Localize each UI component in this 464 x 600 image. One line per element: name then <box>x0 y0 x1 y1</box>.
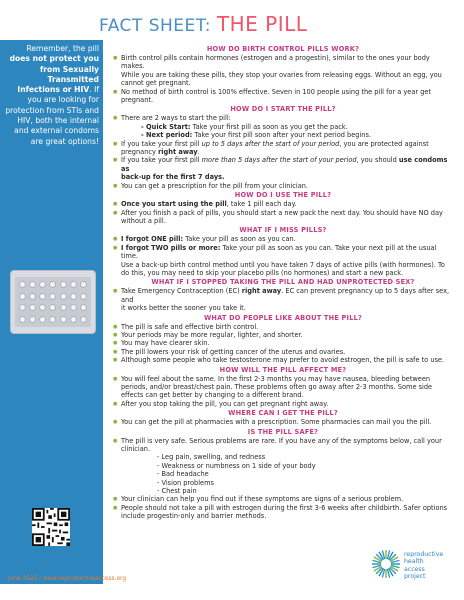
bullet-item: ● You may have clearer skin. <box>113 339 453 347</box>
pill-dot <box>49 316 56 323</box>
symptom-item: - Chest pain <box>157 487 197 496</box>
bullet-item: ● There are 2 ways to start the pill: <box>113 114 453 122</box>
bullet-item: ● No method of birth control is 100% effective. Seven in 100 people using the pill for a year get <box>113 88 453 96</box>
section-how-affect <box>113 365 453 409</box>
section-heading: IS THE PILL SAFE? <box>247 427 319 436</box>
section-heading: WHERE CAN I GET THE PILL? <box>228 409 338 418</box>
bullet-continuation: periods, and/or breast/chest pain. These problems often go away after 2-3 months. Some side <box>121 383 433 391</box>
main-content <box>113 44 453 521</box>
bullet-item: ● After you stop taking the pill, you can get pregnant right away. <box>113 400 453 408</box>
bullet-item: ● You will feel about the same. In the first 2-3 months you may have nausea, bleeding between <box>113 375 453 383</box>
pill-dot <box>39 293 46 300</box>
bullet-item: ● You can get a prescription for the pill from your clinician. <box>113 182 453 190</box>
section-miss-pills <box>113 225 453 277</box>
page-title <box>99 12 307 36</box>
section-where-get <box>113 408 453 426</box>
bullet-item: ● The pill lowers your risk of getting cancer of the uterus and ovaries. <box>113 348 453 356</box>
bullet-continuation: cannot get pregnant. <box>121 79 191 88</box>
sidebar-message <box>4 44 99 147</box>
section-heading: WHAT IF I STOPPED TAKING THE PILL AND HAD UNPROTECTED SEX? <box>151 278 415 287</box>
pill-dot <box>49 304 56 311</box>
sidebar-message-part1: Remember, the pill <box>26 44 99 53</box>
pill-dot <box>19 281 26 288</box>
symptom-item: - Weakness or numbness on 1 side of your body <box>157 461 316 470</box>
rhap-logo-icon <box>370 548 402 580</box>
bullet-continuation: pregnancy right away. <box>121 148 200 157</box>
bullet-item: ● Your clinician can help you find out if these symptoms are signs of a serious problem. <box>113 495 453 503</box>
section-heading: WHAT DO PEOPLE LIKE ABOUT THE PILL? <box>203 313 363 322</box>
pill-dot <box>39 304 46 311</box>
pill-dot <box>49 281 56 288</box>
section-start-pill <box>113 104 453 190</box>
bullet-item: ● The pill is safe and effective birth control. <box>113 323 453 331</box>
bullet-continuation: include progestin-only and barrier methods. <box>121 512 267 521</box>
pill-dot <box>70 293 77 300</box>
sidebar-message-emphasis: does not protect you from Sexually Transmitted Infections or HIV <box>9 54 99 95</box>
section-heading: HOW WILL THE PILL AFFECT ME? <box>219 365 347 374</box>
bullet-continuation: back-up for the first 7 days. <box>121 173 225 182</box>
bullet-item: ● Take Emergency Contraception (EC) right away. EC can prevent pregnancy up to 5 days after sex, and <box>113 287 453 304</box>
section-is-safe <box>113 427 453 521</box>
section-heading: HOW DO BIRTH CONTROL PILLS WORK? <box>206 45 360 53</box>
pill-dot <box>80 316 87 323</box>
section-what-people-like <box>113 313 453 365</box>
pill-dot <box>60 316 67 323</box>
symptom-item: - Bad headache <box>157 470 209 479</box>
bullet-item: ● If you take your first pill up to 5 days after the start of your period, you are protected against <box>113 140 453 148</box>
bullet-continuation: it works better the sooner you take it. <box>121 304 246 313</box>
bullet-item: ● I forgot ONE pill: Take your pill as soon as you can. <box>113 235 453 243</box>
bullet-item: ● People should not take a pill with estrogen during the first 3-6 weeks after childbirth. Safer options <box>113 504 453 512</box>
pill-dot <box>39 281 46 288</box>
pill-dot <box>19 304 26 311</box>
bullet-item: ● If you take your first pill more than 5 days after the start of your period, you should use condoms as <box>113 156 453 173</box>
bullet-continuation: effects can get better by changing to a different brand. <box>121 391 304 400</box>
pill-dot <box>19 293 26 300</box>
bullet-item: ● The pill is very safe. Serious problems are rare. If you have any of the symptoms below, call your <box>113 437 453 445</box>
pill-dot <box>80 281 87 288</box>
pill-dot <box>80 304 87 311</box>
bullet-item: ● Your periods may be more regular, lighter, and shorter. <box>113 331 453 339</box>
section-use-pill <box>113 190 453 225</box>
bullet-item: ● Once you start using the pill, take 1 pill each day. <box>113 200 453 208</box>
section-heading: HOW DO I USE THE PILL? <box>234 191 332 200</box>
bullet-continuation: do this, you may need to skip your placebo pills (no hormones) and start a new pack. <box>121 268 404 277</box>
pill-dot <box>29 316 36 323</box>
section-heading: HOW DO I START THE PILL? <box>230 105 336 114</box>
bullet-item: ● I forgot TWO pills or more: Take your pill as soon as you can. Take your next pill at the usual time. <box>113 244 453 261</box>
pill-dot <box>80 293 87 300</box>
pill-dot <box>49 293 56 300</box>
pill-dot <box>29 281 36 288</box>
pill-dot <box>70 304 77 311</box>
sidebar-message-part2: . If you are looking for protection from STIs and HIV, both the internal and external condoms are great options! <box>5 85 99 146</box>
rhap-logo <box>370 548 460 592</box>
title-main: THE PILL <box>216 12 308 36</box>
symptom-item: - Vision problems <box>157 478 214 487</box>
footer-date-website[interactable]: June 2025 | www.reproductiveaccess.org <box>8 576 127 582</box>
title-prefix: FACT SHEET: <box>99 16 212 36</box>
pill-dot <box>29 293 36 300</box>
pill-dot <box>70 281 77 288</box>
bullet-item: ● You can get the pill at pharmacies with a prescription. Some pharmacies can mail you the pill. <box>113 418 453 426</box>
pill-pack-pills <box>18 280 88 324</box>
bullet-continuation: without a pill. <box>121 216 166 225</box>
sidebar <box>0 40 103 584</box>
section-unprotected-sex <box>113 277 453 312</box>
bullet-continuation: clinician. <box>121 445 151 454</box>
bullet-continuation: Use a back-up birth control method until you have taken 7 days of active pills (with hormones). To <box>121 260 445 269</box>
pill-dot <box>60 293 67 300</box>
pill-dot <box>29 304 36 311</box>
section-heading: WHAT IF I MISS PILLS? <box>239 226 327 235</box>
pill-pack-tray <box>15 277 91 327</box>
bullet-item: ● Although some people who take testosterone may prefer to avoid estrogen, the pill is safe to use. <box>113 356 453 364</box>
symptom-item: - Leg pain, swelling, and redness <box>157 453 266 462</box>
sub-item-next-period: - Next period: Take your first pill soon after your next period begins. <box>141 131 371 140</box>
rhap-logo-text: reproductive health access project <box>404 551 444 581</box>
pill-pack-image <box>10 270 96 334</box>
pill-dot <box>19 316 26 323</box>
pill-dot <box>60 281 67 288</box>
sub-item-quick-start: - Quick Start: Take your first pill as soon as you get the pack. <box>141 122 348 131</box>
bullet-item: ● Birth control pills contain hormones (estrogen and a progestin), similar to the ones your body makes. <box>113 54 453 71</box>
pill-dot <box>60 304 67 311</box>
bullet-continuation: pregnant. <box>121 96 154 105</box>
qr-code-graphic <box>32 508 70 546</box>
bullet-item: ● After you finish a pack of pills, you should start a new pack the next day. You should have NO day <box>113 209 453 217</box>
qr-code[interactable] <box>32 508 70 546</box>
bullet-continuation: While you are taking these pills, they stop your ovaries from releasing eggs. Without an egg, you <box>121 70 442 79</box>
section-how-pills-work <box>113 44 453 104</box>
pill-dot <box>70 316 77 323</box>
pill-dot <box>39 316 46 323</box>
